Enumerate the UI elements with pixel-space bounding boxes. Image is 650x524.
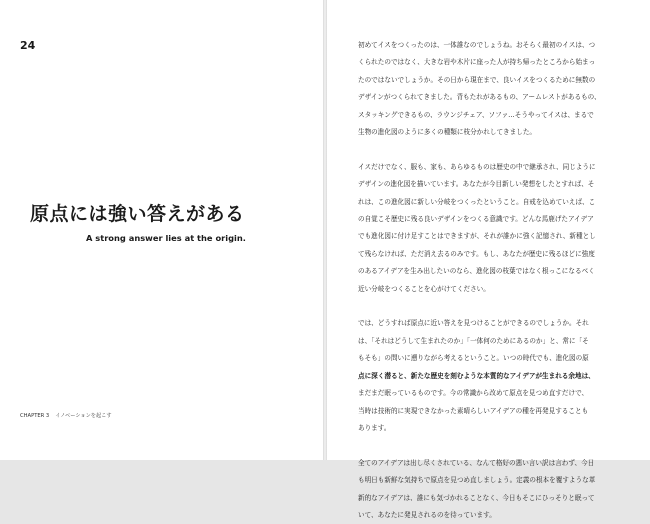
text-line: れは、この進化図に新しい分岐をつくったということ。自戒を込めていえば、こ	[358, 197, 596, 206]
text-line: て残らなければ、ただ消え去るのみです。もし、あなたが歴史に残るほどに強度	[358, 249, 595, 258]
text-line: スタッキングできるもの、ラウンジチェア、ソファ…そうやってイスは、まるで	[358, 110, 594, 119]
text-line: デザインの進化図を描いています。あなたが今目新しい発想をしたとすれば、そ	[358, 180, 595, 189]
text-line: もそも」の問いに遡りながら考えるということ。いつの時代でも、進化図の原	[358, 354, 589, 363]
text-line: は、「それはどうして生まれたのか」「一体何のためにあるのか」と、常に「そ	[358, 336, 589, 345]
text-line: のあるアイデアを生み出したいのなら、進化図の枝葉ではなく根っこになるべく	[358, 267, 595, 276]
paragraph-3	[358, 315, 636, 437]
text-line: 生物の進化図のように多くの種類に枝分かれしてきました。	[358, 128, 537, 137]
text-line: の自覚こそ歴史に残る良いデザインをつくる意識です。どんな馬鹿げたアイデア	[358, 215, 594, 224]
left-page	[0, 0, 323, 460]
right-page	[327, 0, 650, 519]
text-line: 当時は技術的に実現できなかった素晴らしいアイデアの種を再発見することも	[358, 406, 589, 415]
text-line: いて、あなたに発見されるのを待っています。	[358, 510, 496, 519]
text-line: 近い分岐をつくることを心がけてください。	[358, 284, 490, 293]
text-line: も明日も新鮮な気持ちで原点を見つめ直しましょう。定義の根本を覆すような革	[358, 476, 596, 485]
text-line: 全てのアイデアは出し尽くされている、なんて格好の悪い言い訳は言わず、今日	[358, 458, 595, 467]
text-line: イスだけでなく、服も、家も、あらゆるものは歴史の中で継承され、同じように	[358, 162, 596, 171]
text-line: あります。	[358, 423, 391, 432]
text-line: 初めてイスをつくったのは、一体誰なのでしょうね。おそらく最初のイスは、つ	[358, 41, 596, 49]
page-heading: 原点には強い答えがある	[30, 203, 245, 225]
paragraph-2	[358, 159, 636, 298]
chapter-footer	[20, 412, 112, 419]
chapter-label: CHAPTER 3	[20, 413, 50, 419]
paragraph-1	[358, 37, 636, 141]
text-line: たのではないでしょうか。その日から現在まで、良いイスをつくるために無数の	[358, 75, 596, 84]
text-line: でも進化図に付け足すことはできますが、それが誰かに強く記憶され、新種とし	[358, 232, 596, 241]
paragraph-4	[358, 455, 636, 524]
page-number: 24	[20, 39, 36, 52]
text-line: デザインがつくられてきました。背もたれがあるもの、アームレストがあるもの、	[358, 93, 601, 102]
text-line: まだまだ眠っているものです。今の常識から改めて原点を見つめ直すだけで、	[358, 389, 589, 398]
text-line: 新的なアイデアは、誰にも気づかれることなく、今日もそこにひっそりと眠って	[358, 493, 595, 502]
page-subheading: A strong answer lies at the origin.	[86, 233, 246, 243]
text-line: 点に深く潜ると、新たな歴史を刻むような本質的なアイデアが生まれる余地は、	[358, 371, 595, 380]
chapter-title: イノベーションを起こす	[55, 413, 112, 419]
body-text	[358, 37, 636, 524]
text-line: では、どうすれば原点に近い答えを見つけることができるのでしょうか。それ	[358, 319, 589, 328]
text-line: くられたのではなく、大きな岩や木片に座った人が持ち帰ったところから始まっ	[358, 58, 596, 67]
